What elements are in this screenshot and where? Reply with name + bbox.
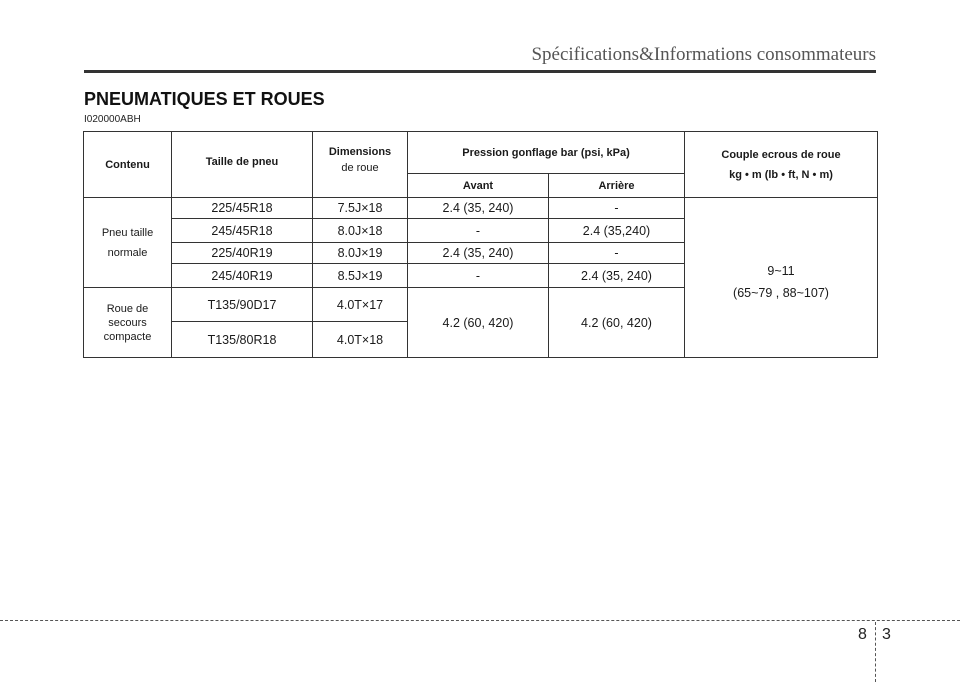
cell-avant: 2.4 (35, 240)	[408, 198, 549, 219]
cell-taille: T135/90D17	[172, 288, 313, 322]
cell-arriere: 2.4 (35, 240)	[549, 264, 685, 288]
cell-taille: 245/40R19	[172, 264, 313, 288]
running-header: Spécifications&Informations consommateurs	[531, 44, 876, 65]
section-title: PNEUMATIQUES ET ROUES	[84, 89, 325, 109]
table-row	[84, 198, 878, 219]
chapter-number: 8	[858, 626, 867, 643]
cell-arriere: 2.4 (35,240)	[549, 219, 685, 243]
cell-taille: 225/45R18	[172, 198, 313, 219]
group-label-secours-line3: compacte	[103, 330, 152, 343]
cell-taille: 245/45R18	[172, 219, 313, 243]
footer-rule	[0, 620, 960, 621]
header-pression: Pression gonflage bar (psi, kPa)	[408, 132, 685, 174]
header-dimensions-line2: de roue	[341, 162, 379, 174]
cell-dimension: 4.0T×17	[313, 288, 408, 322]
header-dimensions	[313, 132, 408, 198]
header-couple-line1: Couple ecrous de roue	[721, 148, 841, 161]
header-couple	[685, 132, 878, 198]
cell-taille: 225/40R19	[172, 243, 313, 264]
cell-avant: 2.4 (35, 240)	[408, 243, 549, 264]
cell-spare-arriere: 4.2 (60, 420)	[549, 288, 685, 358]
cell-avant: -	[408, 264, 549, 288]
cell-dimension: 8.0J×19	[313, 243, 408, 264]
header-contenu: Contenu	[84, 132, 172, 198]
page-number: 3	[882, 626, 891, 643]
group-label-secours-line2: secours	[108, 316, 147, 329]
group-label-secours	[84, 288, 172, 358]
page-number-separator	[875, 622, 876, 682]
group-label-normale	[84, 198, 172, 288]
table-header-row	[84, 132, 878, 174]
group-label-normale-line1: Pneu taille	[101, 226, 154, 239]
header-dimensions-line1: Dimensions	[328, 146, 392, 158]
header-arriere: Arrière	[549, 174, 685, 198]
cell-avant: -	[408, 219, 549, 243]
cell-dimension: 8.5J×19	[313, 264, 408, 288]
cell-taille: T135/80R18	[172, 322, 313, 358]
cell-arriere: -	[549, 243, 685, 264]
cell-dimension: 4.0T×18	[313, 322, 408, 358]
cell-spare-avant: 4.2 (60, 420)	[408, 288, 549, 358]
section-code: I020000ABH	[84, 114, 141, 125]
cell-arriere: -	[549, 198, 685, 219]
group-label-secours-line1: Roue de	[106, 302, 149, 315]
header-taille: Taille de pneu	[172, 132, 313, 198]
header-rule	[84, 70, 876, 73]
couple-line2: (65~79 , 88~107)	[733, 285, 829, 300]
cell-dimension: 7.5J×18	[313, 198, 408, 219]
cell-dimension: 8.0J×18	[313, 219, 408, 243]
header-couple-line2: kg • m (lb • ft, N • m)	[729, 168, 833, 181]
cell-couple	[685, 198, 878, 358]
group-label-normale-line2: normale	[107, 246, 148, 259]
header-avant: Avant	[408, 174, 549, 198]
tire-spec-table	[83, 131, 878, 358]
couple-line1: 9~11	[767, 263, 795, 278]
